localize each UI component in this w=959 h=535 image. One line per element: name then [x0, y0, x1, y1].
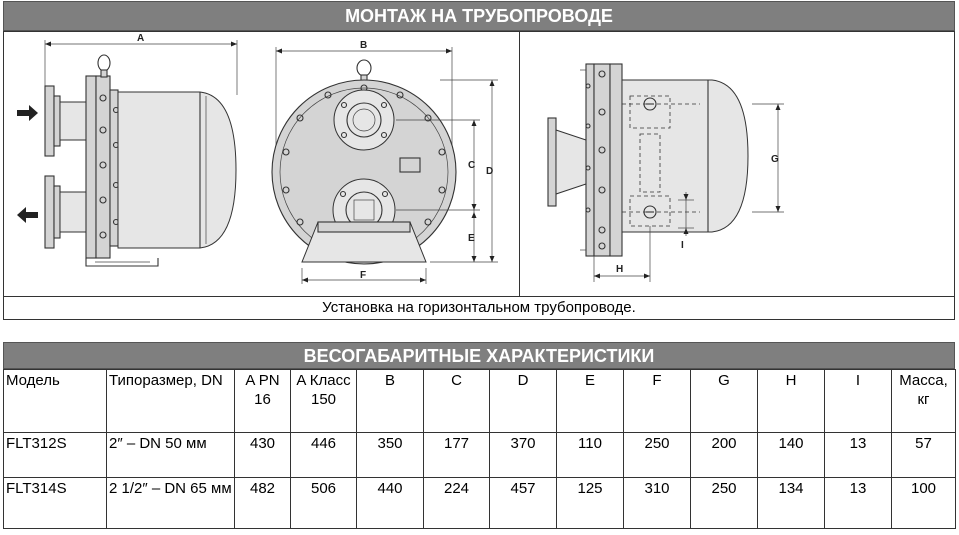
installation-caption: Установка на горизонтальном трубопроводе.: [322, 299, 636, 316]
cell-e: 125: [557, 478, 624, 529]
cell-d: 457: [490, 478, 557, 529]
cell-f: 310: [624, 478, 691, 529]
col-header-mass: Масса, кг: [892, 370, 956, 433]
section-view-drawing: [548, 64, 784, 282]
cell-a-pn16: 430: [235, 433, 291, 478]
dim-label-b: B: [360, 40, 368, 51]
col-header-d: D: [490, 370, 557, 433]
cell-a-class150: 446: [291, 433, 357, 478]
col-header-c: C: [424, 370, 490, 433]
specs-table: [3, 369, 956, 529]
cell-b: 350: [357, 433, 424, 478]
cell-c: 224: [424, 478, 490, 529]
col-header-size: Типоразмер, DN: [107, 370, 235, 433]
table-row: [4, 433, 956, 478]
col-header-model: Модель: [4, 370, 107, 433]
cell-g: 250: [691, 478, 758, 529]
cell-i: 13: [825, 478, 892, 529]
col-header-h: H: [758, 370, 825, 433]
col-header-a-pn16: A PN 16: [235, 370, 291, 433]
dim-label-g: G: [771, 154, 779, 165]
cell-h: 140: [758, 433, 825, 478]
col-header-i: I: [825, 370, 892, 433]
cell-model: FLT312S: [4, 433, 107, 478]
specs-header-row: [4, 370, 956, 433]
installation-section-header: МОНТАЖ НА ТРУБОПРОВОДЕ: [3, 1, 955, 31]
dim-label-c: C: [468, 160, 476, 171]
col-header-e: E: [557, 370, 624, 433]
cell-d: 370: [490, 433, 557, 478]
dim-label-i: I: [681, 240, 684, 251]
dim-label-e: E: [468, 233, 475, 244]
col-header-a-class150: A Класс 150: [291, 370, 357, 433]
side-view-drawing: [17, 33, 237, 266]
cell-mass: 100: [892, 478, 956, 529]
specs-section-header: ВЕСОГАБАРИТНЫЕ ХАРАКТЕРИСТИКИ: [3, 342, 955, 369]
cell-size: 2″ – DN 50 мм: [107, 433, 235, 478]
cell-b: 440: [357, 478, 424, 529]
cell-a-class150: 506: [291, 478, 357, 529]
dim-label-h: H: [616, 264, 624, 275]
dim-label-d: D: [486, 166, 494, 177]
cell-e: 110: [557, 433, 624, 478]
cell-a-pn16: 482: [235, 478, 291, 529]
front-view-drawing: [272, 40, 498, 284]
cell-size: 2 1/2″ – DN 65 мм: [107, 478, 235, 529]
cell-model: FLT314S: [4, 478, 107, 529]
cell-f: 250: [624, 433, 691, 478]
dim-label-f: F: [360, 270, 367, 281]
cell-mass: 57: [892, 433, 956, 478]
cell-h: 134: [758, 478, 825, 529]
dim-label-a: A: [137, 33, 145, 44]
cell-g: 200: [691, 433, 758, 478]
cell-c: 177: [424, 433, 490, 478]
cell-i: 13: [825, 433, 892, 478]
col-header-b: B: [357, 370, 424, 433]
table-row: [4, 478, 956, 529]
col-header-f: F: [624, 370, 691, 433]
col-header-g: G: [691, 370, 758, 433]
